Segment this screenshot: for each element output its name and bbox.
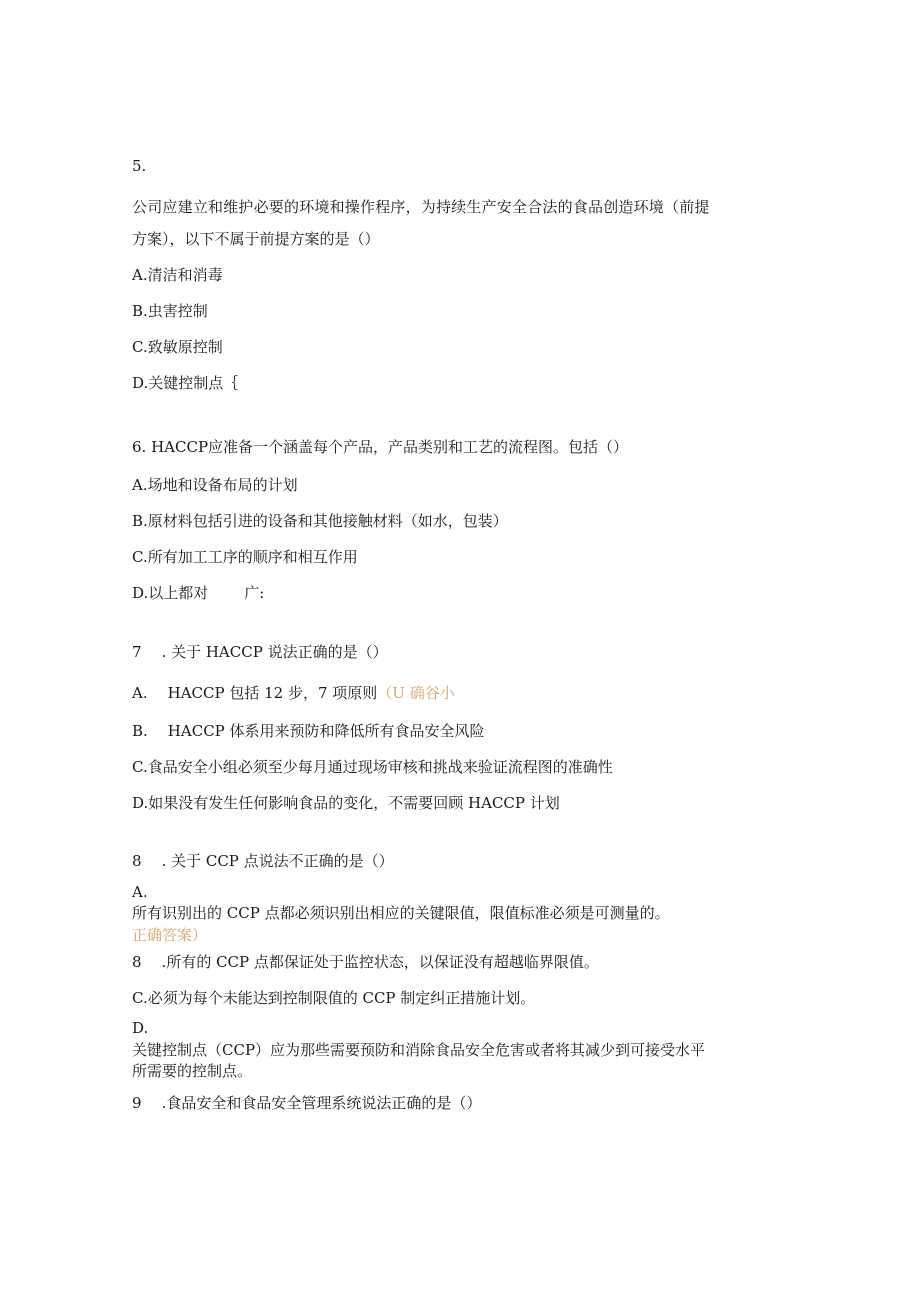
q7-option-c: C.食品安全小组必须至少每月通过现场审核和挑战来验证流程图的准确性 xyxy=(132,758,613,776)
q5-option-c: C.致敏原控制 xyxy=(132,338,223,356)
q5-stem-line1: 公司应建立和维护必要的环境和操作程序，为持续生产安全合法的食品创造环境（前提 xyxy=(132,198,710,216)
q7-option-a-text: HACCP 包括 12 步，7 项原则 xyxy=(167,684,378,702)
q6-option-d xyxy=(132,583,264,603)
q8-option-b-text: .所有的 CCP 点都保证处于监控状态，以保证没有超越临界限值。 xyxy=(161,953,599,971)
q8-option-a-letter: A. xyxy=(132,883,148,901)
q5-number: 5. xyxy=(132,157,147,175)
q7-option-a-letter: A. xyxy=(132,684,148,702)
q5-stem-line2: 方案），以下不属于前提方案的是（） xyxy=(132,230,380,248)
q7-option-d: D.如果没有发生任何影响食品的变化，不需要回顾 HACCP 计划 xyxy=(132,794,560,812)
q7-stem-text: . 关于 HACCP 说法正确的是（） xyxy=(161,643,388,661)
q5-option-b: B.虫害控制 xyxy=(132,302,208,320)
q8-stem xyxy=(132,851,394,871)
q8-option-a-note: 正确答案） xyxy=(132,926,208,944)
q7-option-b-text: HACCP 体系用来预防和降低所有食品安全风险 xyxy=(167,722,485,740)
q6-option-c: C.所有加工工序的顺序和相互作用 xyxy=(132,548,358,566)
q8-option-d-line2: 所需要的控制点。 xyxy=(132,1062,253,1080)
q7-option-b-letter: B. xyxy=(132,722,148,740)
q7-option-b xyxy=(132,721,485,741)
q9-stem-number: 9 xyxy=(132,1094,142,1112)
q6-option-d-note: 广: xyxy=(244,584,265,602)
q9-stem-text: .食品安全和食品安全管理系统说法正确的是（） xyxy=(161,1094,482,1112)
q9-stem xyxy=(132,1093,481,1113)
q6-option-a: A.场地和设备布局的计划 xyxy=(132,476,298,494)
q6-option-b: B.原材料包括引进的设备和其他接触材料（如水，包装） xyxy=(132,512,508,530)
q8-option-a-text: 所有识别出的 CCP 点都必须识别出相应的关键限值，限值标准必须是可测量的。 xyxy=(132,904,670,922)
q8-stem-number: 8 xyxy=(132,852,142,870)
q7-option-a-note: （U 确谷小 xyxy=(377,684,455,702)
q8-option-b-number: 8 xyxy=(132,953,142,971)
q5-option-a: A.清洁和消毒 xyxy=(132,266,223,284)
q8-stem-text: . 关于 CCP 点说法不正确的是（） xyxy=(161,852,394,870)
q7-option-a xyxy=(132,683,455,703)
q7-stem xyxy=(132,642,388,662)
q7-stem-number: 7 xyxy=(132,643,142,661)
q6-option-d-text: D.以上都对 xyxy=(132,584,209,602)
q8-option-d-line1: 关键控制点（CCP）应为那些需要预防和消除食品安全危害或者将其减少到可接受水平 xyxy=(132,1041,706,1059)
q8-option-d-letter: D. xyxy=(132,1019,149,1037)
q6-stem: 6. HACCP应准备一个涵盖每个产品，产品类别和工艺的流程图。包括（） xyxy=(132,438,629,456)
q5-option-d: D.关键控制点｛ xyxy=(132,374,239,392)
q8-option-c: C.必须为每个未能达到控制限值的 CCP 制定纠正措施计划。 xyxy=(132,989,536,1007)
q8-option-b xyxy=(132,952,599,972)
